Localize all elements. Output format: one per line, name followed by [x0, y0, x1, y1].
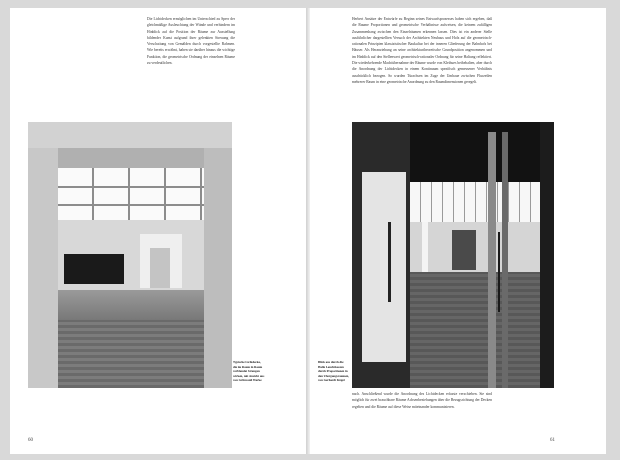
left-body-text: Die Lichtdecken ermöglichen im Unterschied zu Sperr der gleichmäßige Ausleuchtung der Wände und verhindern im Hinblick auf die Position der Räume zur Ausstellung bildender Kunst aufgrund ihrer gelenkten Streuung die Verschattung von Gemälden durch vorgestellte Rahmen. Wie bereits erwähnt, haben sie darüber hinaus die wichtige Funktion, die geometrische Ordnung der einzelnen Räume zu verdeutlichen. — [147, 17, 235, 66]
left-page — [10, 8, 306, 454]
right-page — [310, 8, 606, 454]
right-corridor-photo — [352, 122, 554, 388]
right-photo-caption: Blick aus durch die Halle Leuchtkasten durch Proportionen in den Ubergangsraumen, von Gerhardt Kögel — [318, 360, 349, 383]
left-gallery-photo — [28, 122, 232, 388]
right-body-text-top: Herbert Ansätze der Entwürfe zu Beginn seines Entwurfsprozesses haben sich ergeben, daß die Raume Proportionen und geometrische Verhältnisse aufweisen, die keinem zufälligen Zusammenhang zwischen den Einzelräumen erkennen lassen. Dies ist ein anderer Stelle ausführlicher dargestellten Versuch der Architekten Neubaus und Holz auf die geometrisch-rationalen Prinzipien klassizistischer Baukultur bei der inneren Gliederung der Bahnhofs bei Häuser. Als Heranziehung an seine architekturtheoretische Grundposition angenommen und im Hinblick auf den Stellenwert geometrisch-rationaler Ordnung für seine Haltung reflektiert. Die wiederkehrende Machtübernahme der Räume wurde von Kleihues beibehalten, aber durch die Anordnung der Lichtdecken in einem Kontinuum spezifisch gemessener Verhältnis ausdrücklich bezogen. So wurden Türachsen im Zuge der Umbaue zwischen Flurzeilen mehrerer Raum in eine geometrische Anordnung zu den Raumdimensionen geregelt. — [352, 17, 492, 84]
left-page-number: 60 — [28, 438, 33, 443]
right-body-text-bottom: nach. Anschließend wurde die Anordnung des Lichtdecken erfasste verschieben. Sie sind möglich für zwei brauchbare Räume Achsenbeziehungen über die Bezugsrichtung der Decken regelten und die Räume auf diese Weise miteinander kommunizieren. — [352, 392, 492, 409]
right-page-number: 61 — [550, 438, 555, 443]
left-photo-caption: Typische Lichtdecke, die im Raum in Raum verblendet Strengen wirken, mit Ansicht aus von Grünwald Werke — [233, 360, 265, 383]
